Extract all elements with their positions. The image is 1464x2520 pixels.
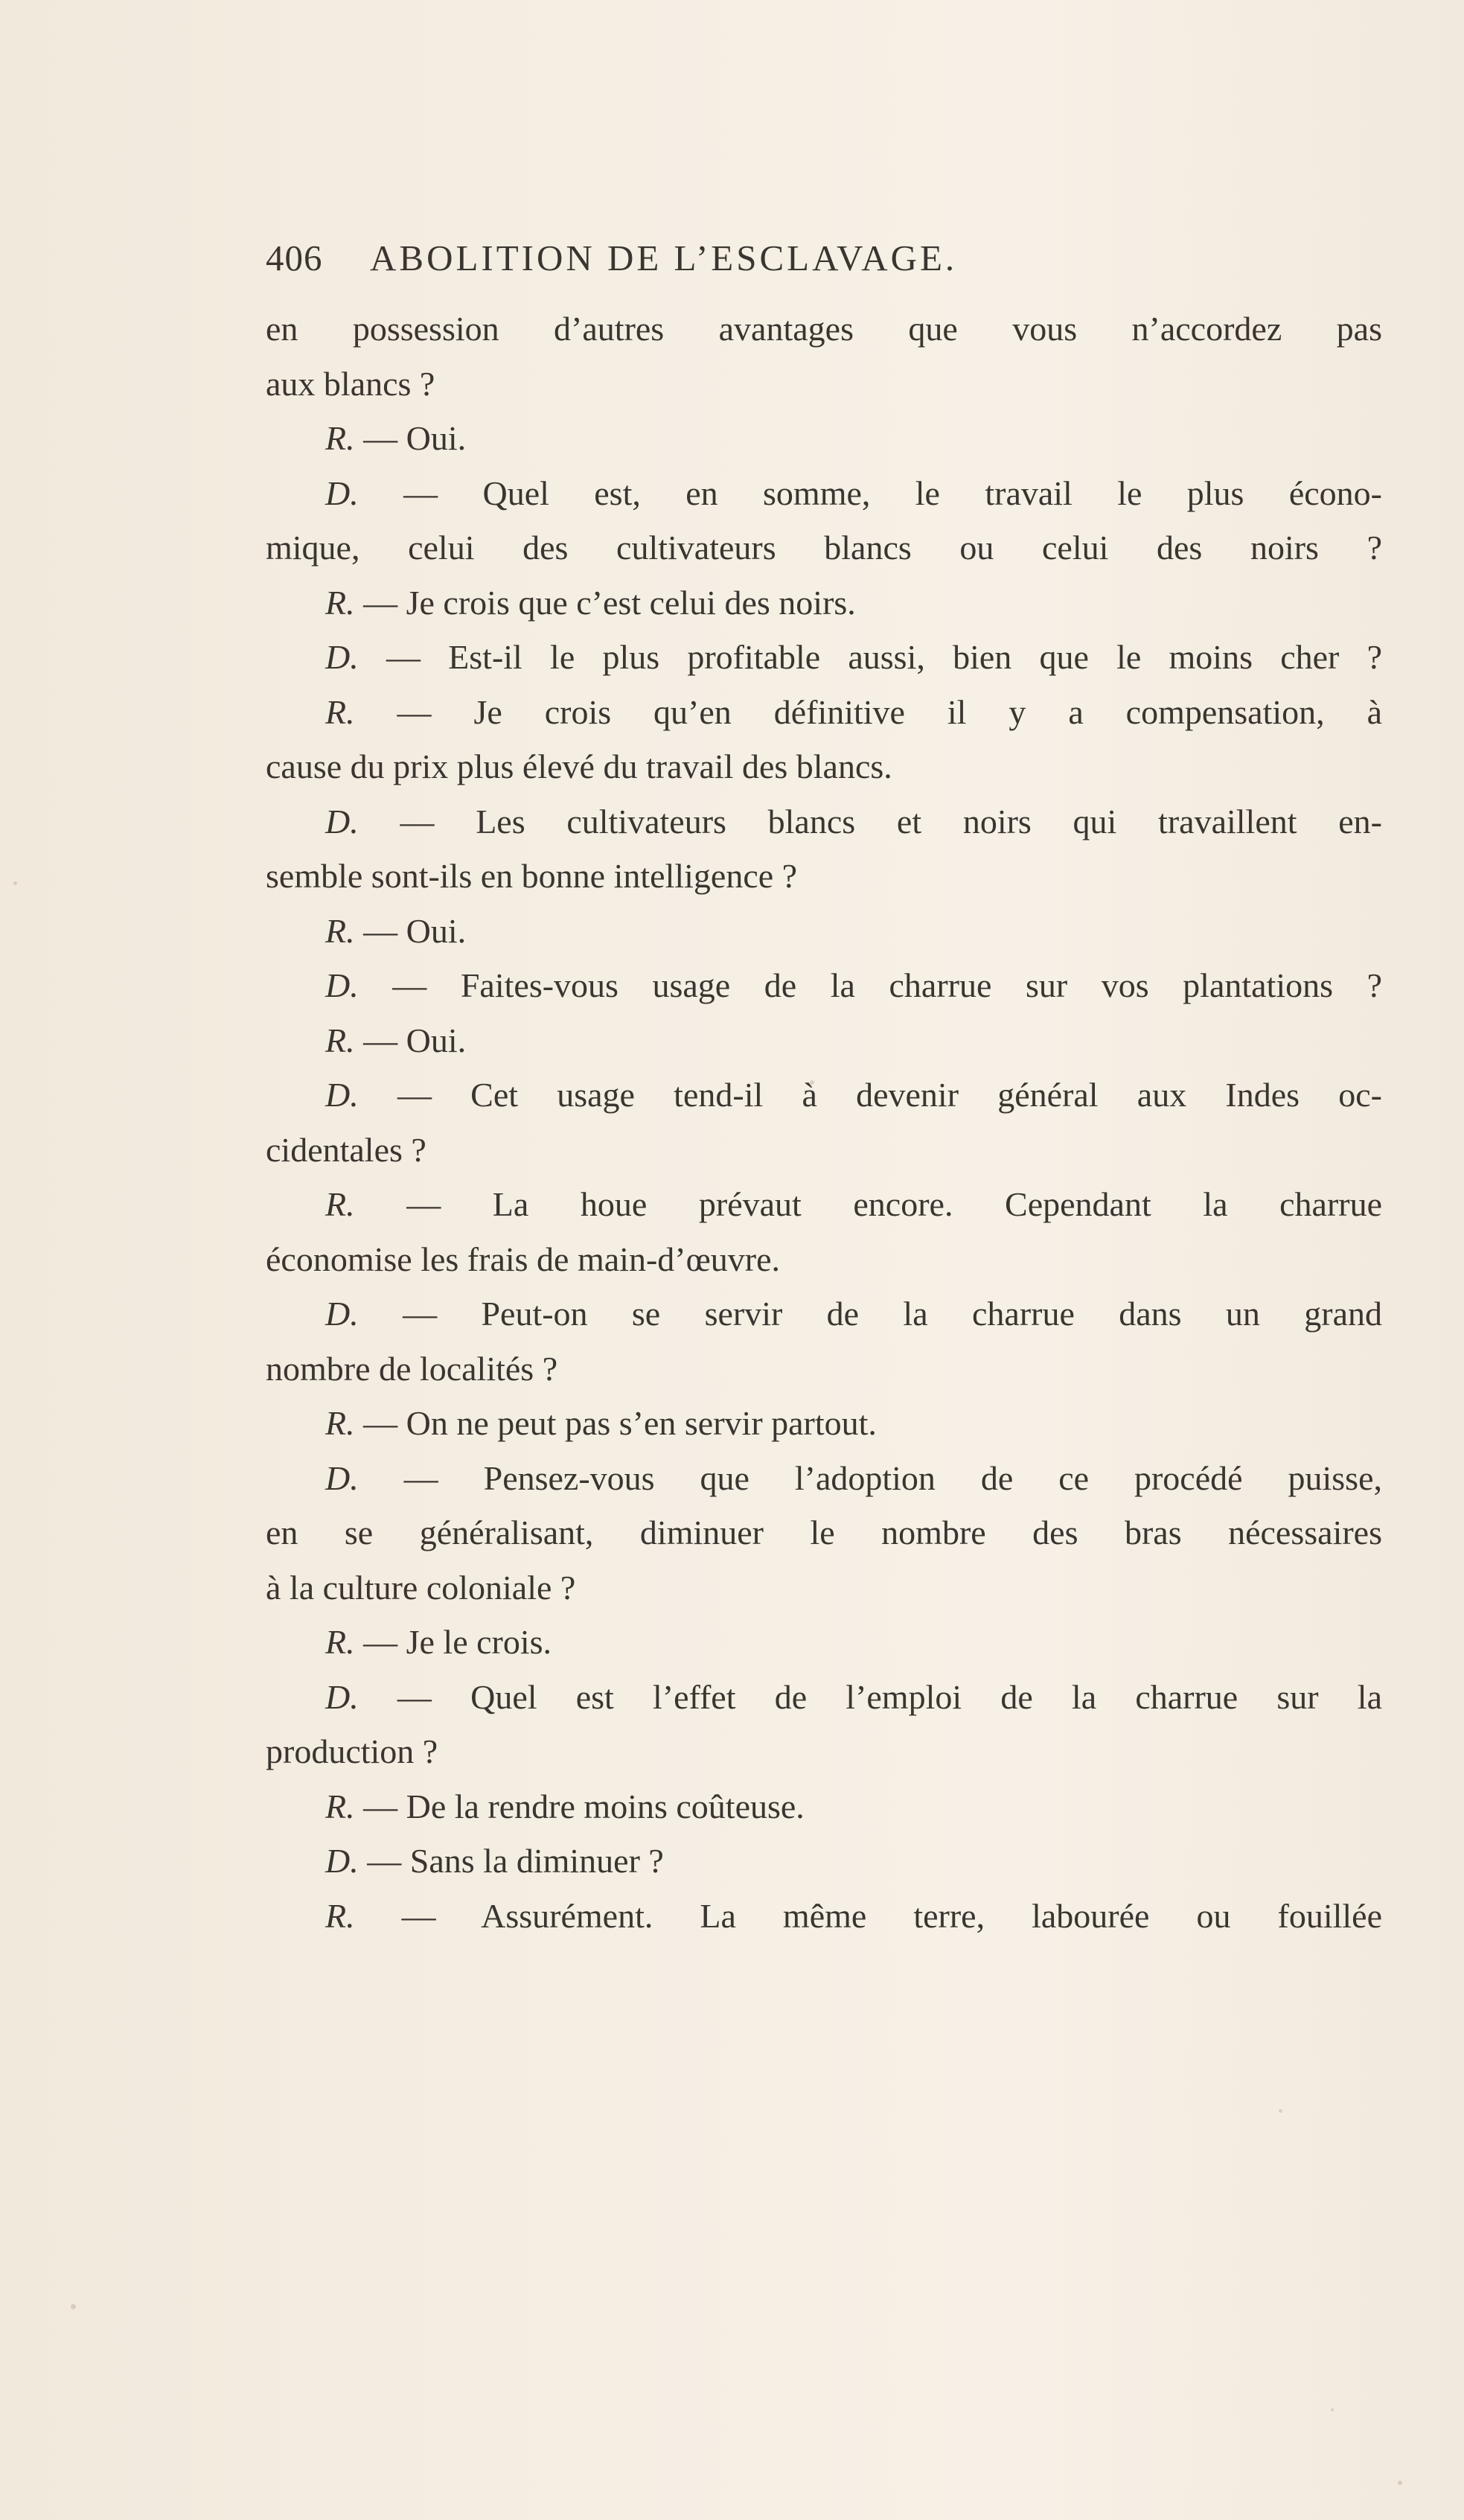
speaker-label: D. (325, 1842, 359, 1880)
speaker-label: R. (325, 911, 355, 950)
text-line (266, 466, 1382, 521)
paper-speck (1331, 2408, 1334, 2411)
speaker-label: R. (325, 1404, 355, 1442)
line-text: à la culture coloniale ? (266, 1568, 576, 1607)
speaker-label: D. (325, 802, 359, 840)
speaker-label: R. (325, 419, 355, 457)
paper-speck (71, 2304, 76, 2309)
text-line (266, 575, 1382, 631)
text-line (266, 1505, 1382, 1560)
paper-speck (1279, 2109, 1282, 2113)
text-line (266, 520, 1382, 575)
text-line (266, 1615, 1382, 1670)
speaker-label: R. (325, 1623, 355, 1661)
text-line (266, 302, 1382, 357)
line-text: — Je le crois. (354, 1623, 552, 1661)
paper-speck (1398, 2481, 1402, 2485)
speaker-label: R. (325, 1787, 355, 1825)
line-text: — Pensez-vous que l’adoption de ce procédé puisse, (358, 1458, 1382, 1497)
page-number: 406 (266, 237, 323, 278)
speaker-label: R. (325, 1896, 355, 1935)
text-line (266, 1177, 1382, 1232)
body-text (266, 302, 1382, 1943)
text-line (266, 1779, 1382, 1834)
line-text: — Sans la diminuer ? (358, 1842, 664, 1880)
line-text: mique, celui des cultivateurs blancs ou celui des noirs ? (266, 529, 1382, 567)
line-text: — Peut-on se servir de la charrue dans un grand (358, 1295, 1382, 1333)
text-line (266, 904, 1382, 959)
line-text: — Oui. (354, 419, 467, 457)
text-line (266, 1396, 1382, 1451)
text-line (266, 357, 1382, 412)
line-text: aux blancs ? (266, 364, 435, 403)
speaker-label: D. (325, 1295, 359, 1333)
line-text: production ? (266, 1732, 438, 1770)
text-line (266, 1286, 1382, 1342)
text-line (266, 1068, 1382, 1123)
line-text: — Cet usage tend-il à devenir général aux Indes oc- (358, 1076, 1382, 1114)
line-text: semble sont-ils en bonne intelligence ? (266, 857, 798, 895)
text-line (266, 1232, 1382, 1287)
paper-speck (810, 1080, 814, 1085)
running-header (266, 237, 1233, 289)
line-text: — De la rendre moins coûteuse. (354, 1787, 805, 1825)
text-line (266, 794, 1382, 849)
text-line (266, 630, 1382, 685)
line-text: — Je crois qu’en définitive il y a compensation, à (354, 692, 1382, 731)
text-line (266, 1123, 1382, 1178)
line-text: cause du prix plus élevé du travail des blancs. (266, 747, 892, 785)
line-text: — Oui. (354, 911, 467, 950)
speaker-label: D. (325, 473, 359, 512)
line-text: — Je crois que c’est celui des noirs. (354, 583, 856, 622)
text-line (266, 685, 1382, 740)
text-line (266, 1013, 1382, 1068)
paper-speck (13, 881, 17, 885)
line-text: — Faites-vous usage de la charrue sur vos plantations ? (358, 966, 1382, 1004)
line-text: en se généralisant, diminuer le nombre des bras nécessaires (266, 1513, 1382, 1551)
speaker-label: D. (325, 1458, 359, 1497)
line-text: — Les cultivateurs blancs et noirs qui travaillent en- (358, 802, 1382, 840)
speaker-label: D. (325, 1677, 359, 1716)
text-line (266, 1670, 1382, 1725)
line-text: nombre de localités ? (266, 1349, 558, 1388)
line-text: — Est-il le plus profitable aussi, bien que le moins cher ? (358, 638, 1382, 676)
speaker-label: D. (325, 1076, 359, 1114)
speaker-label: D. (325, 966, 359, 1004)
line-text: — Assurément. La même terre, labourée ou fouillée (354, 1896, 1382, 1935)
line-text: — Quel est, en somme, le travail le plus écono- (358, 473, 1382, 512)
line-text: — Oui. (354, 1021, 467, 1059)
speaker-label: R. (325, 583, 355, 622)
line-text: cidentales ? (266, 1130, 426, 1169)
line-text: en possession d’autres avantages que vous n’accordez pas (266, 310, 1382, 348)
line-text: — La houe prévaut encore. Cependant la charrue (354, 1185, 1382, 1223)
line-text: — Quel est l’effet de l’emploi de la charrue sur la (358, 1677, 1382, 1716)
running-title: ABOLITION DE L’ESCLAVAGE. (370, 237, 958, 278)
text-line (266, 1724, 1382, 1779)
text-line (266, 411, 1382, 466)
text-line (266, 1342, 1382, 1397)
speaker-label: D. (325, 638, 359, 676)
text-line (266, 849, 1382, 904)
line-text: économise les frais de main-d’œuvre. (266, 1240, 781, 1278)
text-line (266, 1889, 1382, 1944)
text-line (266, 1451, 1382, 1506)
speaker-label: R. (325, 1021, 355, 1059)
text-line (266, 958, 1382, 1013)
text-line (266, 1834, 1382, 1889)
speaker-label: R. (325, 692, 355, 731)
line-text: — On ne peut pas s’en servir partout. (354, 1404, 877, 1442)
text-line (266, 739, 1382, 794)
speaker-label: R. (325, 1185, 355, 1223)
text-line (266, 1560, 1382, 1615)
